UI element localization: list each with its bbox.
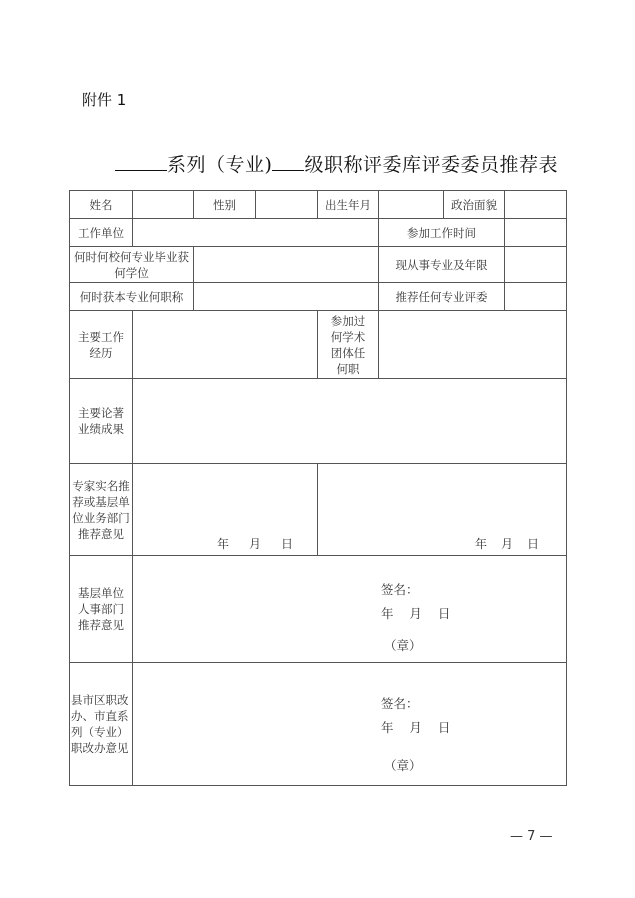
political-field[interactable] xyxy=(505,191,567,219)
year-label: 年 xyxy=(475,537,488,551)
day-label: 日 xyxy=(437,606,451,621)
work-start-label: 参加工作时间 xyxy=(379,219,505,247)
month-label: 月 xyxy=(409,606,422,621)
seal-label: （章） xyxy=(384,758,422,773)
hr-recommendation-label: 基层单位人事部门推荐意见 xyxy=(70,556,133,663)
academic-groups-field[interactable] xyxy=(379,311,567,379)
current-major-field[interactable] xyxy=(505,247,567,283)
name-label: 姓名 xyxy=(70,191,133,219)
title-obtained-label: 何时获本专业何职称 xyxy=(70,283,194,311)
name-field[interactable] xyxy=(133,191,194,219)
work-unit-field[interactable] xyxy=(133,219,379,247)
gender-label: 性别 xyxy=(194,191,256,219)
recommended-committee-field[interactable] xyxy=(505,283,567,311)
expert-recommendation-label: 专家实名推荐或基层单位业务部门推荐意见 xyxy=(70,464,133,556)
title-part2: 级职称评委库评委委员推荐表 xyxy=(304,154,558,176)
county-opinion-label: 县市区职改办、市直系列（专业）职改办意见 xyxy=(70,663,133,786)
year-label: 年 xyxy=(381,720,394,735)
attachment-label: 附件 1 xyxy=(82,91,127,109)
graduation-field[interactable] xyxy=(194,247,379,283)
month-label: 月 xyxy=(409,720,422,735)
signature-label: 签名： xyxy=(381,696,419,711)
month-label: 月 xyxy=(501,537,514,551)
publications-label: 主要论著业绩成果 xyxy=(70,379,133,464)
birth-field[interactable] xyxy=(379,191,444,219)
birth-label: 出生年月 xyxy=(318,191,379,219)
series-blank[interactable] xyxy=(115,152,167,171)
academic-groups-label: 参加过何学术团体任何职 xyxy=(318,311,379,379)
political-label: 政治面貌 xyxy=(444,191,505,219)
date-line xyxy=(381,606,450,622)
graduation-label: 何时何校何专业毕业获何学位 xyxy=(70,247,194,283)
work-experience-label: 主要工作经历 xyxy=(70,311,133,379)
year-label: 年 xyxy=(381,606,394,621)
date-line xyxy=(381,720,450,736)
date-line xyxy=(217,536,293,552)
work-experience-field[interactable] xyxy=(133,311,318,379)
page-number: — 7 — xyxy=(510,829,553,844)
form-title xyxy=(0,150,635,177)
county-opinion-field[interactable] xyxy=(133,663,567,786)
recommendation-form-table xyxy=(69,190,567,786)
unit-recommendation-field[interactable] xyxy=(318,464,567,556)
recommended-committee-label: 推荐任何专业评委 xyxy=(379,283,505,311)
month-label: 月 xyxy=(249,537,262,551)
title-obtained-field[interactable] xyxy=(194,283,379,311)
day-label: 日 xyxy=(437,720,451,735)
day-label: 日 xyxy=(527,537,540,551)
expert-recommendation-field[interactable] xyxy=(133,464,318,556)
publications-field[interactable] xyxy=(133,379,567,464)
year-label: 年 xyxy=(217,537,230,551)
work-start-field[interactable] xyxy=(505,219,567,247)
signature-label: 签名： xyxy=(381,582,419,597)
title-part1: 系列（专业) xyxy=(167,154,273,176)
seal-label: （章） xyxy=(384,638,422,653)
hr-recommendation-field[interactable] xyxy=(133,556,567,663)
current-major-label: 现从事专业及年限 xyxy=(379,247,505,283)
work-unit-label: 工作单位 xyxy=(70,219,133,247)
date-line xyxy=(475,536,539,552)
day-label: 日 xyxy=(281,537,294,551)
level-blank[interactable] xyxy=(272,152,304,171)
gender-field[interactable] xyxy=(256,191,318,219)
